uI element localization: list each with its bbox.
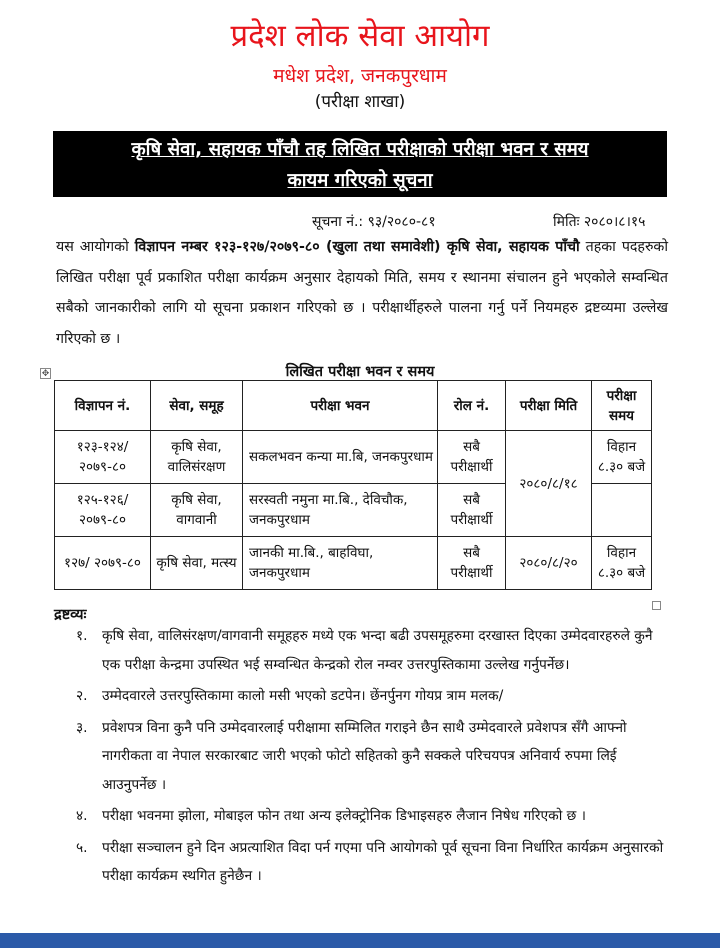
list-item <box>54 714 666 800</box>
note-number: ३. <box>76 719 88 736</box>
intro-text-rest: तहका पदहरुको लिखित परीक्षा पूर्व प्रकाशित परीक्षा कार्यक्रम अनुसार देहायको मिति, समय र स्थानमा संचालन हुने भएकोले सम्वन्धित सबैको जानकारीको लागि यो सूचना प्रकाशन गरिएको छ । परीक्षार्थीहरुले पालना गर्नु पर्ने नियमहरु द्रष्टव्यमा उल्लेख गरिएको छ । <box>56 239 668 347</box>
banner-line-1: कृषि सेवा, सहायक पाँचौ तह लिखित परीक्षाको परीक्षा भवन र समय <box>131 139 589 160</box>
advertisement-cell: १२७/ २०७९-८० <box>55 537 151 590</box>
roll-cell: सबै परीक्षार्थी <box>438 537 506 590</box>
exam-time-cell: विहान ८.३० बजे <box>592 537 652 590</box>
col-header-roll: रोल नं. <box>438 381 506 431</box>
table-header-row <box>55 381 652 431</box>
advertisement-cell: १२५-१२६/ २०७९-८० <box>55 484 151 537</box>
note-number: २. <box>76 688 88 704</box>
col-header-time: परीक्षा समय <box>592 381 652 431</box>
footer-bar <box>0 933 720 948</box>
col-header-advertisement: विज्ञापन नं. <box>55 381 151 431</box>
col-header-service: सेवा, समूह <box>151 381 243 431</box>
note-number: ४. <box>76 808 88 824</box>
list-item <box>54 834 666 891</box>
table-row <box>55 537 652 590</box>
intro-paragraph <box>56 232 668 354</box>
section-name: (परीक्षा शाखा) <box>314 92 406 112</box>
province-subtitle: मधेश प्रदेश, जनकपुरधाम <box>273 65 447 87</box>
note-text: कृषि सेवा, वालिसंरक्षण/वागवानी समूहहरु मध्ये एक भन्दा बढी उपसमूहरुमा दरखास्त दिएका उम्मेदवारहरुले कुनै एक परीक्षा केन्द्रमा उपस्थित भई सम्वन्धित केन्द्रको रोल नम्वर उत्तरपुस्तिकामा उल्लेख गर्नुपर्नेछ। <box>102 628 653 673</box>
note-number: १. <box>76 628 88 644</box>
roll-cell: सबै परीक्षार्थी <box>438 484 506 537</box>
table-row <box>55 431 652 484</box>
service-cell: कृषि सेवा, वालिसंरक्षण <box>151 431 243 484</box>
col-header-venue: परीक्षा भवन <box>243 381 438 431</box>
resize-icon[interactable] <box>652 601 661 610</box>
exam-time-cell: विहान ८.३० बजे <box>592 431 652 484</box>
advertisement-cell: १२३-१२४/ २०७९-८० <box>55 431 151 484</box>
notes-list <box>54 622 666 894</box>
venue-cell: जानकी मा.बि., बाहविघा, जनकपुरधाम <box>243 537 438 590</box>
venue-cell: सकलभवन कन्या मा.बि, जनकपुरधाम <box>243 431 438 484</box>
intro-advertisement-bold: विज्ञापन नम्बर १२३-१२७/२०७९-८० (खुला तथा समावेशी) कृषि सेवा, सहायक पाँचौ <box>134 239 580 255</box>
note-text: परीक्षा भवनमा झोला, मोबाइल फोन तथा अन्य इलेक्ट्रोनिक डिभाइसहरु लैजान निषेध गरिएको छ । <box>102 808 586 824</box>
note-number: ५. <box>76 839 88 856</box>
service-cell: कृषि सेवा, मत्स्य <box>151 537 243 590</box>
roll-cell: सबै परीक्षार्थी <box>438 431 506 484</box>
table-title: लिखित परीक्षा भवन र समय <box>285 364 435 380</box>
venue-cell: सरस्वती नमुना मा.बि., देविचौक, जनकपुरधाम <box>243 484 438 537</box>
note-text: प्रवेशपत्र विना कुनै पनि उम्मेदवारलाई परीक्षामा सम्मिलित गराइने छैन साथै उम्मेदवारले प्रवेशपत्र सँगै आफ्नो नागरीकता वा नेपाल सरकारबाट जारी भएको फोटो सहितको कुनै सक्कले परिचयपत्र अनिवार्य रुपमा लिई आउनुपर्नेछ । <box>102 719 627 793</box>
col-header-date: परीक्षा मिति <box>506 381 592 431</box>
empty-time-cell <box>592 484 652 537</box>
note-text: उम्मेदवारले उत्तरपुस्तिकामा कालो मसी भएको डटपेन। छेंनर्पुनग गोयप्र त्राम मलक/ <box>102 688 504 704</box>
list-item <box>54 802 666 831</box>
banner-line-2: कायम गरिएको सूचना <box>287 170 433 191</box>
notice-date: मितिः २०८०।८।१५ <box>553 214 646 230</box>
note-text: परीक्षा सञ्चालन हुने दिन अप्रत्याशित विदा पर्न गएमा पनि आयोगको पूर्व सूचना विना निर्धारित कार्यक्रम अनुसारको परीक्षा कार्यक्रम स्थगित हुनेछैन । <box>102 839 664 884</box>
notes-heading: द्रष्टव्यः <box>54 607 87 623</box>
list-item <box>54 682 666 711</box>
exam-date-cell: २०८०/८/१८ <box>506 431 592 537</box>
commission-title: प्रदेश लोक सेवा आयोग <box>230 18 490 54</box>
notice-number: सूचना नं.: ९३/२०८०-८१ <box>312 214 436 230</box>
list-item <box>54 622 666 679</box>
exam-schedule-table <box>54 380 652 590</box>
exam-date-cell: २०८०/८/२० <box>506 537 592 590</box>
move-icon[interactable]: ✥ <box>41 369 50 379</box>
service-cell: कृषि सेवा, वागवानी <box>151 484 243 537</box>
notice-banner <box>53 131 667 197</box>
intro-text-start: यस आयोगको <box>56 239 135 255</box>
